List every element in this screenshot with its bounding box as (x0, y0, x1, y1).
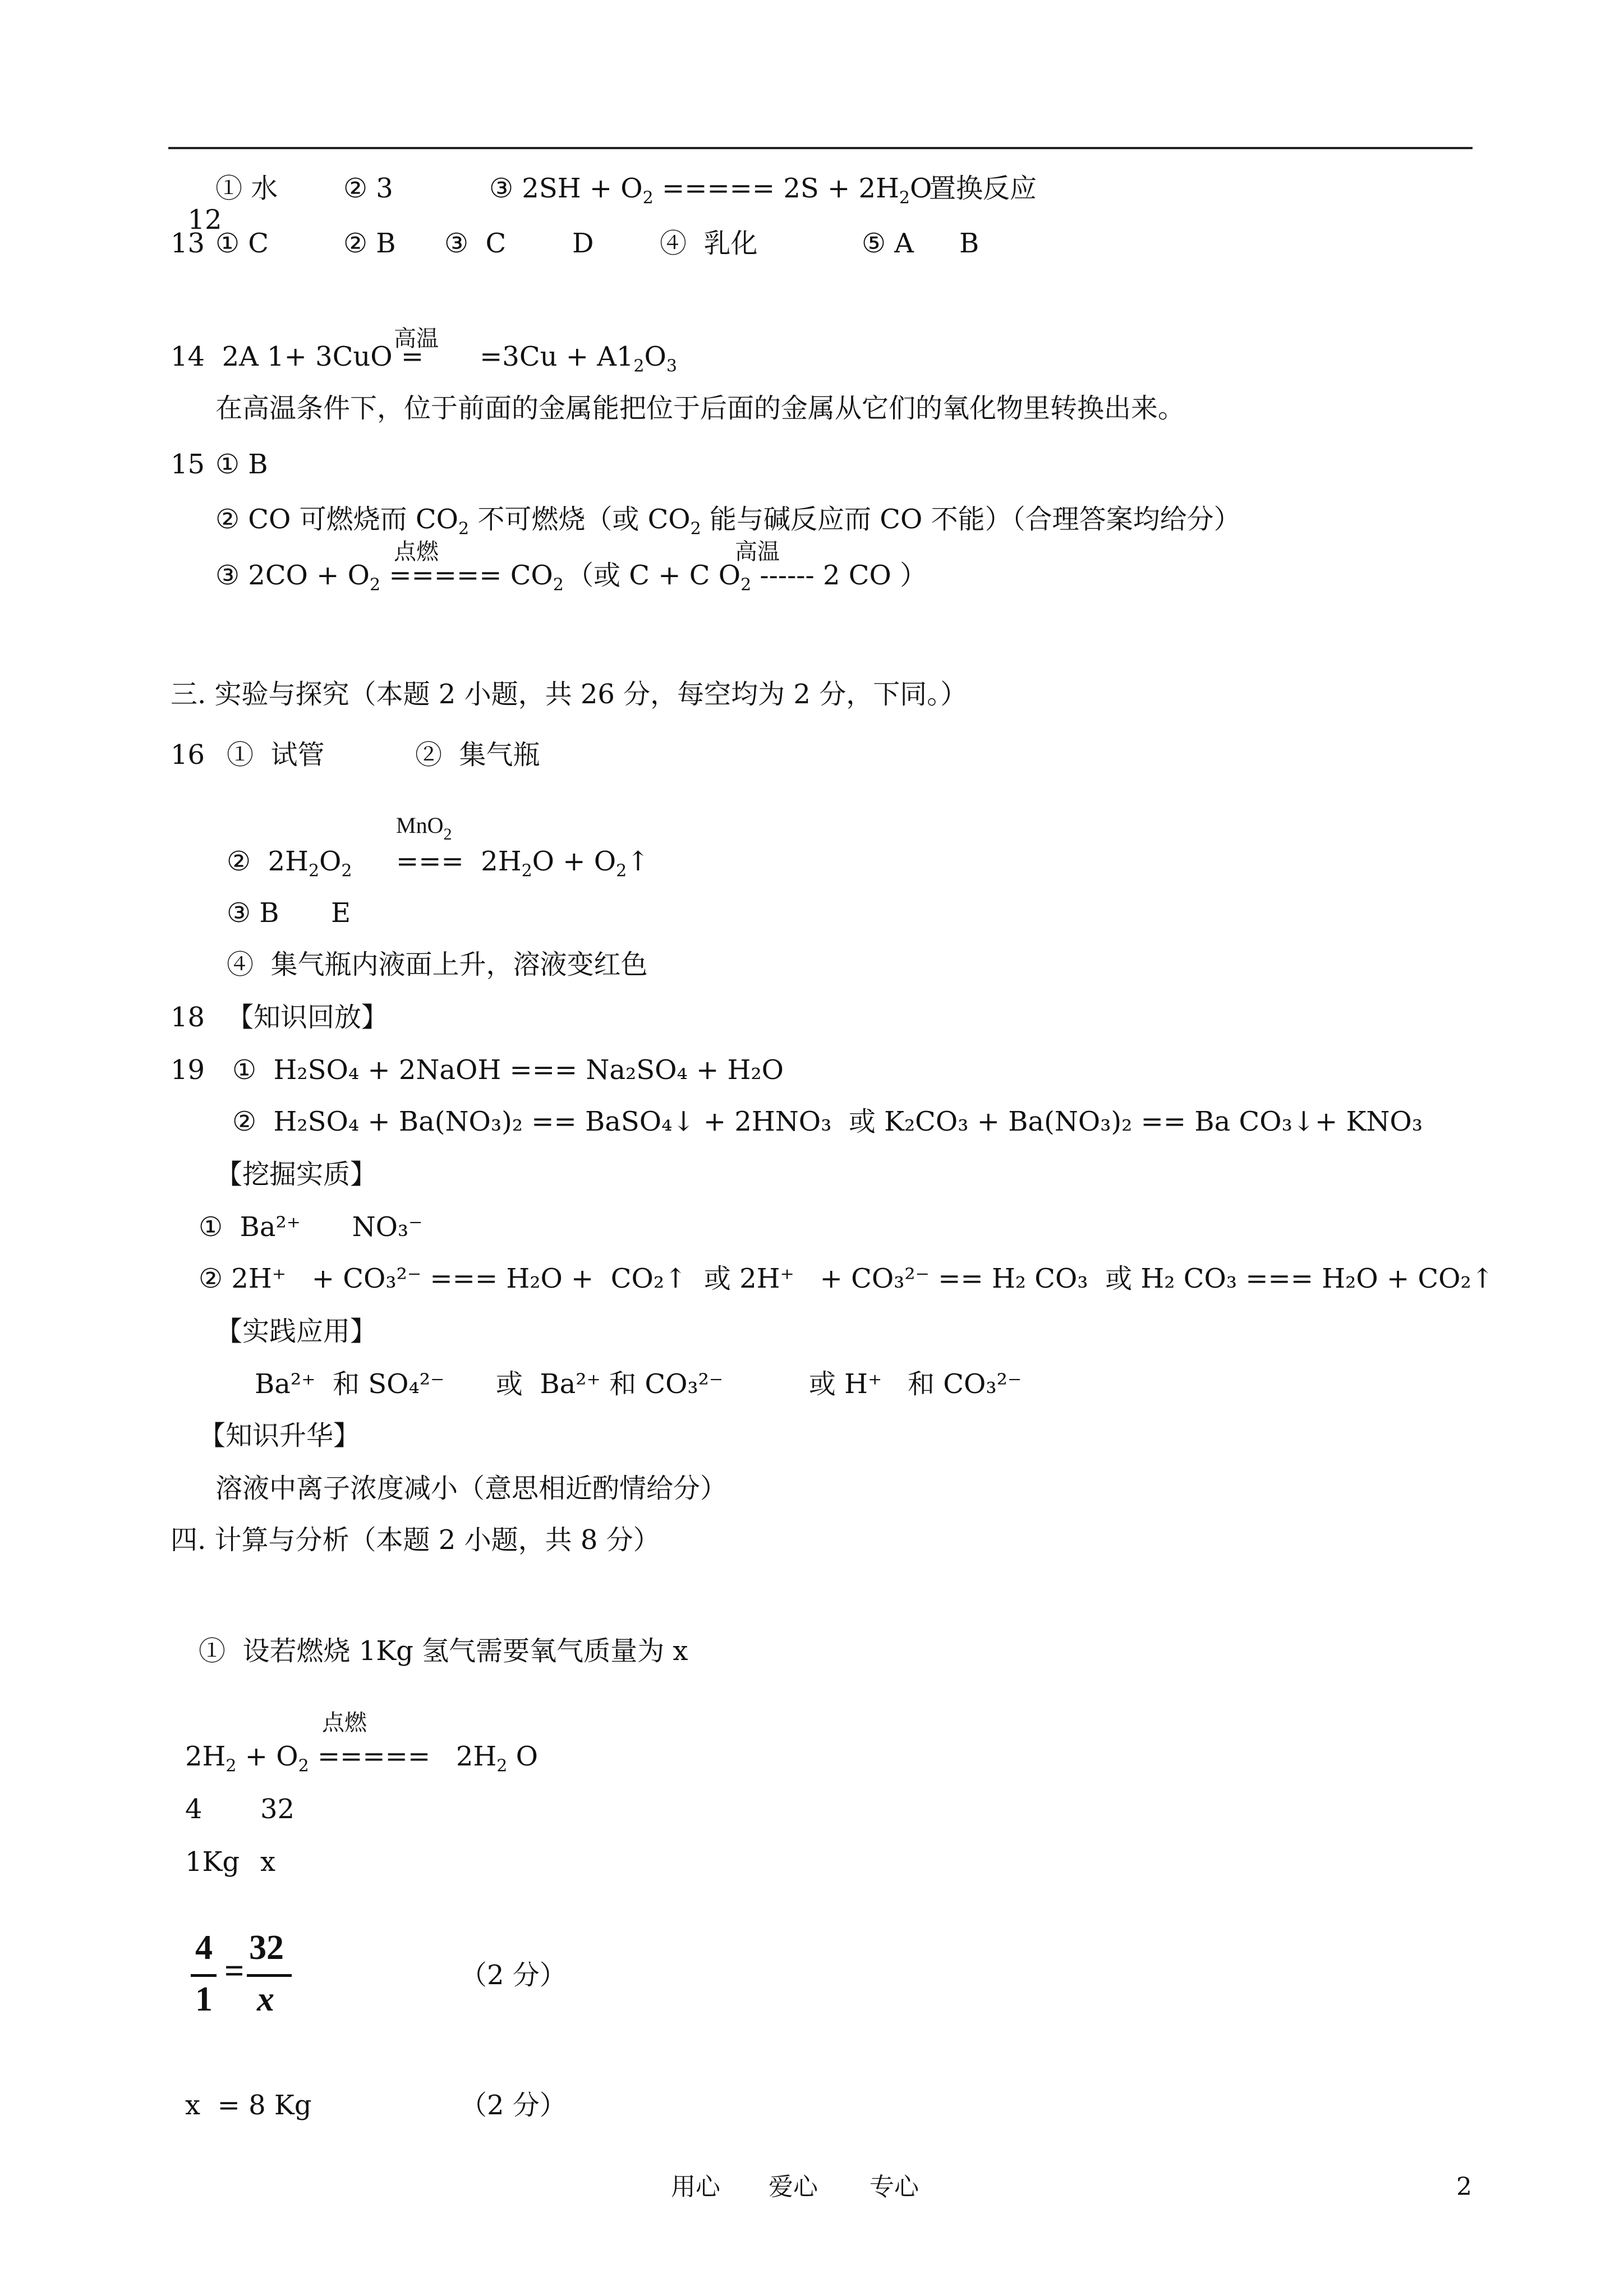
section-4-title (171, 1524, 660, 1556)
q16-part4 (227, 949, 648, 980)
q16-eq-h: O + O (532, 846, 617, 877)
q13-part7 (959, 228, 979, 259)
calc-row2-a (185, 1846, 240, 1878)
q14-equation (171, 341, 677, 376)
q15-p2-e: 能与碱反应而 CO 不能）（合理答案均给分） (701, 504, 1241, 535)
calc-eq-e: ===== 2H (309, 1741, 497, 1772)
q16-eq-g: 2 (521, 861, 532, 881)
q19-practice-label (215, 1316, 377, 1347)
q12-answer-1: ① 水 (215, 173, 278, 204)
q15-p3-b: 2 (370, 575, 381, 595)
calc-cond-text: 点燃 (322, 1710, 367, 1736)
q13-answer-4: ④ 乳化 (660, 228, 758, 259)
q19-dig-2 (199, 1263, 1494, 1294)
q16-answer-4: ④ 集气瓶内液面上升，溶液变红色 (227, 949, 648, 980)
q15-p3-c: ===== CO (380, 560, 553, 591)
q15-number (171, 449, 205, 480)
q19-practice-1-text: Ba²⁺ 和 SO₄²⁻ 或 Ba²⁺ 和 CO₃²⁻ 或 H⁺ 和 CO₃²⁻ (255, 1368, 1022, 1400)
q15-part2 (215, 504, 1241, 539)
calc-eq-c: + O (236, 1741, 298, 1772)
q16-eq-i: 2 (616, 861, 627, 881)
calc-result (185, 2090, 311, 2121)
q19-line2 (232, 1106, 1423, 1137)
q16-catalyst (396, 813, 452, 843)
q13-part2 (343, 228, 396, 259)
footer-motto-2-text: 爱心 (769, 2173, 818, 2201)
q19-dig-2-text: ② 2H⁺ + CO₃²⁻ === H₂O + CO₂↑ 或 2H⁺ + CO₃²⁻ == H₂ CO₃ 或 H₂ CO₃ === H₂O + CO₂↑ (199, 1263, 1494, 1294)
q13-number (171, 228, 205, 259)
q12-part4 (929, 173, 1037, 204)
q13-answer-5b: B (959, 228, 979, 259)
calc-eq-d: 2 (298, 1756, 309, 1776)
footer-motto-3-text: 专心 (869, 2173, 919, 2201)
calc-equation (185, 1741, 538, 1776)
q19-sublime-label-text: 【知识升华】 (199, 1420, 361, 1451)
q15-p2-d: 2 (690, 519, 701, 539)
calc-eq-g: O (507, 1741, 538, 1772)
q15-num: 15 (171, 449, 205, 480)
q14-num: 14 (171, 341, 205, 372)
section-3-title-text: 三. 实验与探究（本题 2 小题，共 26 分，每空均为 2 分，下同。） (171, 679, 968, 710)
q19-sublime-label (199, 1420, 360, 1451)
q16-answer-3b: E (331, 897, 351, 929)
q16-part3b (331, 897, 351, 929)
calc-r1-a-text: 4 (185, 1794, 203, 1825)
q15-cond2-text: 高温 (735, 539, 780, 565)
q15-p2-a: ② CO 可燃烧而 CO (215, 504, 458, 535)
q12-part3 (489, 173, 932, 208)
calc-score-1-text: （2 分） (460, 1960, 567, 1991)
q14-eq-b: =3Cu + A1 (480, 341, 634, 372)
calc-r1-b-text: 32 (260, 1794, 295, 1825)
q12-answer-4: 置换反应 (929, 173, 1037, 204)
q19-dig-label-text: 【挖掘实质】 (215, 1159, 378, 1190)
section-4-title-text: 四. 计算与分析（本题 2 小题，共 8 分） (171, 1524, 660, 1556)
q16-catalyst-sub: 2 (443, 825, 452, 843)
calc-score-1 (460, 1960, 567, 1991)
q12-line (171, 173, 222, 236)
calc-r2-a-text: 1Kg (185, 1846, 240, 1878)
q13-answer-1: ① C (215, 228, 269, 259)
q16-eq-d: 2 (341, 861, 352, 881)
q16-eq-j: ↑ (627, 846, 650, 877)
q16-answer-1: ① 试管 (227, 739, 325, 771)
q13-part1 (215, 228, 269, 259)
q15-p3-d: 2 (553, 575, 564, 595)
q19-number (171, 1054, 205, 1086)
q15-p3-g: ------ 2 CO ） (751, 560, 927, 591)
calc-score-2 (460, 2090, 567, 2121)
q19-num: 19 (171, 1054, 205, 1086)
page-number-text: 2 (1456, 2173, 1472, 2201)
calc-row2-b (260, 1846, 275, 1878)
q16-part1 (227, 739, 325, 771)
q13-answer-5: ⑤ A (862, 228, 914, 259)
q15-p2-c: 不可燃烧（或 CO (469, 504, 691, 535)
q18-label (227, 1002, 388, 1033)
q19-dig-label (215, 1159, 377, 1190)
q13-part5 (660, 228, 758, 259)
q16-part2 (415, 739, 540, 771)
q15-part3 (215, 560, 564, 595)
q15-cond1-text: 点燃 (394, 539, 439, 565)
q12-number: 12 (187, 204, 222, 236)
q16-part3 (227, 897, 279, 929)
q12-part1 (215, 173, 278, 204)
q13-answer-3b: D (572, 228, 594, 259)
footer-motto-1 (671, 2173, 720, 2201)
q18-number (171, 1002, 205, 1033)
calc-result-text: x = 8 Kg (185, 2090, 312, 2121)
calc-eq-a: 2H (185, 1741, 226, 1772)
q19-practice-1 (255, 1368, 1022, 1400)
q12-eq-a: ③ 2SH + O (489, 173, 643, 204)
q14-eq-c: 2 (633, 356, 645, 376)
q13-part3 (444, 228, 506, 259)
q19-sublime-text-body: 溶液中离子浓度减小（意思相近酌情给分） (215, 1473, 728, 1504)
calc-fraction (191, 1929, 292, 2025)
q15-p2-b: 2 (458, 519, 470, 539)
q12-eq-d: 2 (899, 188, 910, 208)
frac-bar-1 (191, 1974, 217, 1977)
section-3-title (171, 679, 967, 710)
q19-eq-2: ② H₂SO₄ + Ba(NO₃)₂ == BaSO₄↓ + 2HNO₃ 或 K₂CO₃ + Ba(NO₃)₂ == Ba CO₃↓+ KNO₃ (232, 1106, 1423, 1137)
q19-dig-1 (199, 1211, 423, 1243)
q12-part2 (343, 173, 393, 204)
frac-numerator-1: 4 (195, 1929, 213, 1967)
q14-cond-text: 高温 (394, 326, 439, 352)
calc-row1-b (260, 1794, 295, 1825)
q19-dig-1-text: ① Ba²⁺ NO₃⁻ (199, 1211, 423, 1243)
q15-part3-alt (567, 560, 927, 595)
q18-label-text: 【知识回放】 (227, 1002, 389, 1033)
footer-motto-1-text: 用心 (671, 2173, 720, 2201)
q19-sublime-text (215, 1473, 727, 1504)
q16-number (171, 739, 205, 771)
q16-answer-3: ③ B (227, 897, 279, 929)
q16-eq-c: O (319, 846, 342, 877)
q14-eq-e: 3 (666, 356, 677, 376)
q19-eq-1: ① H₂SO₄ + 2NaOH === Na₂SO₄ + H₂O (232, 1054, 784, 1086)
q16-eq-e: === (396, 846, 472, 877)
calc-setup (199, 1635, 688, 1667)
q13-part6 (862, 228, 914, 259)
q14-eq-d: O (644, 341, 666, 372)
frac-bar-2 (247, 1974, 292, 1977)
q12-eq-e: O (910, 173, 932, 204)
q19-practice-label-text: 【实践应用】 (215, 1316, 378, 1347)
q15-p3-e: （或 C + C O (567, 560, 741, 591)
q19-line1 (232, 1054, 784, 1086)
frac-denominator-1: 1 (195, 1980, 213, 2018)
q15-p3-a: ③ 2CO + O (215, 560, 370, 591)
q16-eq-b: 2 (308, 861, 320, 881)
q18-num: 18 (171, 1002, 205, 1033)
q16-catalyst-text: MnO (396, 813, 444, 838)
q16-eq-f: 2H (472, 846, 522, 877)
q16-num: 16 (171, 739, 205, 771)
calc-row1-a (185, 1794, 203, 1825)
q13-answer-2: ② B (343, 228, 396, 259)
q13-part4 (572, 228, 594, 259)
q12-eq-b: 2 (642, 188, 654, 208)
q14-eq-a: 2A 1+ 3CuO = (222, 341, 424, 372)
footer-motto-2 (769, 2173, 818, 2201)
q12-answer-2: ② 3 (343, 173, 393, 204)
q13-answer-3: ③ C (444, 228, 507, 259)
footer-motto-3 (869, 2173, 919, 2201)
calc-condition (322, 1711, 367, 1735)
q12-eq-c: ===== 2S + 2H (653, 173, 899, 204)
frac-denominator-2: x (257, 1980, 274, 2018)
q16-eq-a: ② 2H (227, 846, 309, 877)
frac-numerator-2: 32 (249, 1929, 284, 1967)
calc-eq-b: 2 (226, 1756, 237, 1776)
page-number (1456, 2173, 1472, 2201)
q13-num: 13 (171, 228, 205, 259)
q15-answer-1: ① B (215, 449, 268, 480)
header-rule (168, 147, 1473, 149)
q15-part1 (215, 449, 268, 480)
frac-equals: = (224, 1952, 245, 1990)
calc-r2-b-text: x (260, 1846, 276, 1878)
q16-answer-2: ② 集气瓶 (415, 739, 540, 771)
calc-setup-text: ① 设若燃烧 1Kg 氢气需要氧气质量为 x (199, 1635, 688, 1667)
q14-explanation (215, 393, 1185, 424)
q16-equation (227, 846, 352, 881)
calc-score-2-text: （2 分） (460, 2090, 567, 2121)
calc-eq-f: 2 (496, 1756, 508, 1776)
q15-p3-f: 2 (740, 575, 752, 595)
q14-explain-text: 在高温条件下，位于前面的金属能把位于后面的金属从它们的氧化物里转换出来。 (215, 393, 1185, 424)
q16-equation-right (396, 846, 650, 881)
